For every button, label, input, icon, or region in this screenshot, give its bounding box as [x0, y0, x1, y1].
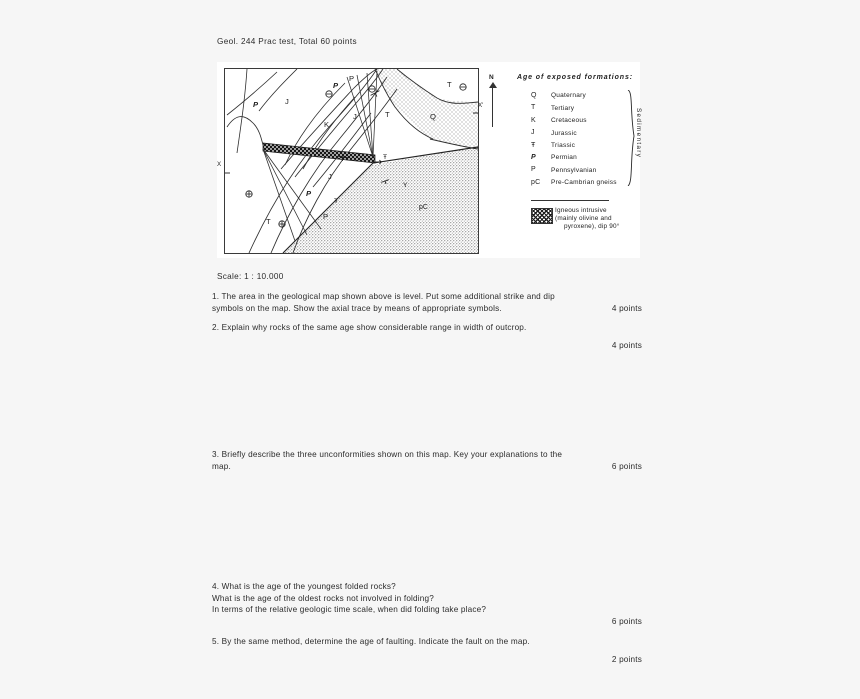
svg-text:P: P	[323, 212, 329, 221]
geologic-map-drawing	[225, 69, 478, 253]
legend-symbol: K	[531, 116, 536, 124]
question-4	[212, 581, 642, 626]
legend-row	[531, 154, 635, 166]
igneous-intrusive-description	[555, 207, 637, 232]
question-5	[212, 636, 642, 664]
legend-label: Tertiary	[551, 104, 575, 112]
svg-text:P: P	[306, 189, 312, 198]
legend-label: Quaternary	[551, 92, 587, 100]
question-4-points: 6 points	[611, 617, 642, 626]
svg-text:T: T	[447, 80, 452, 89]
svg-text:Q: Q	[430, 112, 436, 121]
igneous-line-3: pyroxene), dip 90°	[564, 223, 620, 231]
legend-row	[531, 92, 635, 104]
svg-text:J: J	[328, 172, 332, 181]
legend-symbol: Q	[531, 92, 537, 99]
page-title: Geol. 244 Prac test, Total 60 points	[217, 37, 357, 46]
north-arrow-label: N	[489, 74, 494, 81]
question-2	[212, 322, 642, 350]
svg-text:Y: Y	[403, 182, 408, 189]
svg-text:J: J	[353, 112, 357, 121]
svg-text:J: J	[285, 97, 289, 106]
map-scale: Scale: 1 : 10.000	[217, 272, 284, 281]
question-2-line-1: 2. Explain why rocks of the same age show considerable range in width of outcrop.	[212, 323, 527, 332]
legend-symbol: T	[531, 104, 536, 112]
north-arrow-shaft	[492, 85, 493, 127]
legend-label: Pre-Cambrian gneiss	[551, 179, 617, 187]
geologic-map-figure	[217, 62, 640, 258]
legend-row	[531, 166, 635, 178]
svg-text:T: T	[266, 217, 271, 226]
north-arrow	[485, 74, 501, 130]
legend-label: Pennsylvanian	[551, 166, 597, 174]
question-4-line-2: What is the age of the oldest rocks not involved in folding?	[212, 593, 434, 603]
svg-text:P: P	[349, 74, 355, 83]
legend-symbol: J	[531, 129, 535, 137]
legend-label: Permian	[551, 154, 577, 162]
cross-section-marker-x: X	[217, 161, 222, 168]
question-5-points: 2 points	[611, 655, 642, 664]
geologic-map-frame	[224, 68, 479, 254]
sedimentary-group-label: Sedimentary	[635, 108, 642, 159]
question-1-points: 4 points	[611, 303, 642, 313]
igneous-line-2: (mainly olivine and	[555, 215, 612, 223]
question-5-line-1: 5. By the same method, determine the age of faulting. Indicate the fault on the map.	[212, 637, 530, 646]
svg-text:T: T	[385, 110, 390, 119]
cross-section-marker-x-prime: X'	[478, 102, 484, 109]
legend-symbol: P	[531, 166, 536, 174]
svg-text:Ŧ: Ŧ	[383, 154, 388, 161]
legend-symbol: pC	[531, 178, 541, 186]
question-1-line-2: symbols on the map. Show the axial trace by means of appropriate symbols.	[212, 303, 502, 313]
map-legend	[509, 74, 642, 246]
svg-text:Ŧ: Ŧ	[334, 198, 339, 205]
legend-row	[531, 104, 635, 116]
legend-label: Jurassic	[551, 129, 577, 137]
legend-divider	[531, 200, 609, 201]
legend-row	[531, 179, 635, 191]
igneous-line-1: Igneous intrusive	[555, 207, 607, 214]
question-1-line-1: 1. The area in the geological map shown above is level. Put some additional strike and dip	[212, 292, 555, 301]
legend-row	[531, 117, 635, 129]
legend-label: Cretaceous	[551, 117, 587, 125]
question-3-points: 6 points	[611, 461, 642, 471]
svg-text:pC: pC	[419, 204, 428, 211]
svg-text:K: K	[324, 120, 330, 129]
svg-text:P: P	[253, 100, 259, 109]
question-4-line-1: 4. What is the age of the youngest folded rocks?	[212, 582, 396, 591]
legend-row	[531, 129, 635, 141]
question-3-line-1: 3. Briefly describe the three unconformities shown on this map. Key your explanations to the	[212, 450, 563, 459]
svg-text:P: P	[333, 81, 339, 90]
legend-label: Triassic	[551, 141, 576, 149]
question-4-line-3: In terms of the relative geologic time scale, when did folding take place?	[212, 605, 487, 615]
question-3	[212, 449, 642, 472]
legend-row	[531, 142, 635, 154]
question-3-line-2: map.	[212, 461, 231, 471]
question-1	[212, 291, 642, 314]
legend-entry-list	[531, 92, 635, 191]
legend-symbol: P	[531, 153, 536, 161]
question-2-points: 4 points	[611, 341, 642, 350]
legend-symbol: Ŧ	[531, 141, 536, 149]
igneous-intrusive-swatch	[531, 208, 553, 224]
legend-title: Age of exposed formations:	[517, 74, 633, 81]
